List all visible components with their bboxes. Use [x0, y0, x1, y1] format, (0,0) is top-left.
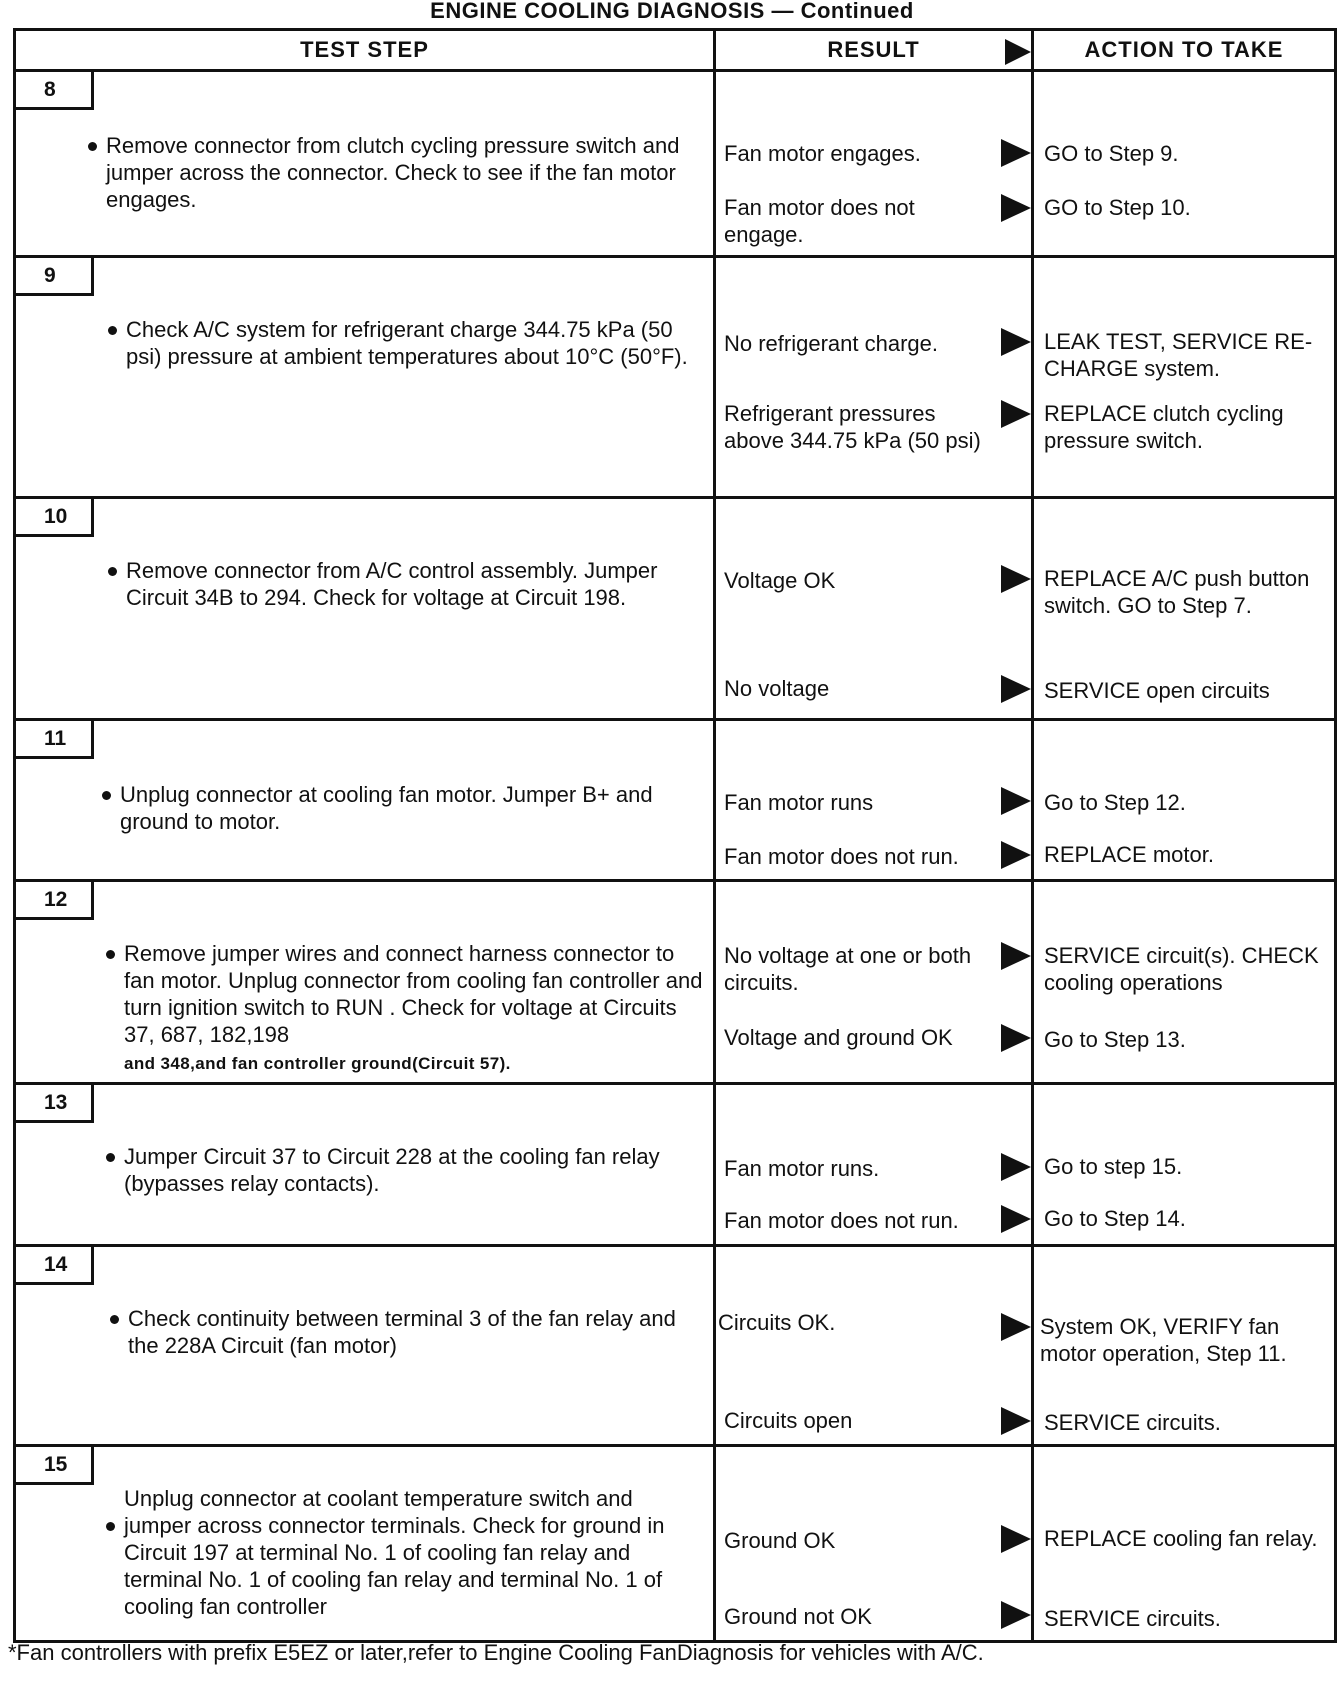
result-text: Circuits open: [724, 1408, 853, 1433]
step-instruction: [126, 557, 703, 611]
step-number: 15: [16, 1447, 94, 1485]
step-instruction: [120, 781, 703, 835]
step-number: 9: [16, 258, 94, 296]
arrow-right-icon: [1005, 39, 1031, 65]
action-text: GO to Step 10.: [1044, 195, 1191, 220]
bullet-icon: [110, 1315, 119, 1324]
table-row: [15, 498, 1336, 720]
result-cell: [715, 498, 1033, 720]
arrow-right-icon: [1001, 139, 1031, 167]
arrow-right-icon: [1001, 1601, 1031, 1629]
result-text: Voltage OK: [724, 568, 836, 593]
arrow-right-icon: [1001, 194, 1031, 222]
result-text: Fan motor does not engage.: [724, 195, 915, 247]
arrow-right-icon: [1001, 841, 1031, 869]
result-cell: [715, 720, 1033, 881]
action-text: Go to Step 13.: [1044, 1027, 1186, 1052]
result-cell: [715, 1246, 1033, 1446]
action-text: Go to Step 12.: [1044, 790, 1186, 815]
step-instruction-text: Remove connector from clutch cycling pressure switch and jumper across the connector. Check to see if the fan motor engages.: [106, 133, 680, 212]
page-title: ENGINE COOLING DIAGNOSIS — Continued: [430, 0, 914, 23]
action-cell: [1033, 1246, 1336, 1446]
action-text: SERVICE circuit(s). CHECK cooling operations: [1044, 943, 1319, 995]
diagnosis-table: [13, 28, 1337, 1643]
action-text: REPLACE cooling fan relay.: [1044, 1526, 1318, 1551]
result-text: Voltage and ground OK: [724, 1025, 953, 1050]
action-text: REPLACE motor.: [1044, 842, 1214, 867]
result-text: No voltage at one or both circuits.: [724, 943, 972, 995]
result-text: Fan motor does not run.: [724, 1208, 959, 1233]
result-text: Circuits OK.: [718, 1310, 836, 1335]
arrow-right-icon: [1001, 1205, 1031, 1233]
test-step-cell: [15, 1446, 715, 1642]
bullet-icon: [102, 791, 111, 800]
step-instruction-text: Unplug connector at coolant temperature switch and jumper across connector terminals. Check for ground in Circuit 197 at terminal No. 1 of cooling fan relay and terminal No. 1 of cooling fan relay and terminal No. 1 of cooling fan controller: [124, 1486, 665, 1619]
step-instruction: [128, 1305, 703, 1359]
result-text: Refrigerant pressures above 344.75 kPa (50 psi): [724, 401, 981, 453]
result-text: Ground not OK: [724, 1604, 872, 1629]
arrow-right-icon: [1001, 942, 1031, 970]
step-instruction: [124, 1485, 703, 1620]
table-row: [15, 881, 1336, 1084]
action-text: SERVICE circuits.: [1044, 1410, 1221, 1435]
arrow-right-icon: [1001, 400, 1031, 428]
step-instruction: [124, 940, 703, 1077]
arrow-right-icon: [1001, 328, 1031, 356]
table-row: [15, 720, 1336, 881]
step-instruction: [126, 316, 703, 370]
step-number: 11: [16, 721, 94, 759]
step-instruction: [124, 1143, 703, 1197]
result-text: Fan motor does not run.: [724, 844, 959, 869]
header-result: [715, 30, 1033, 71]
result-cell: [715, 257, 1033, 498]
result-text: Fan motor runs: [724, 790, 874, 815]
bullet-icon: [106, 1522, 115, 1531]
result-text: No voltage: [724, 676, 830, 701]
result-text: Fan motor engages.: [724, 141, 921, 166]
arrow-right-icon: [1001, 1153, 1031, 1181]
step-instruction-text: Unplug connector at cooling fan motor. Jumper B+ and ground to motor.: [120, 782, 653, 834]
action-text: REPLACE A/C push button switch. GO to Step 7.: [1044, 566, 1310, 618]
test-step-cell: [15, 720, 715, 881]
action-text: SERVICE open circuits: [1044, 678, 1270, 703]
action-text: Go to step 15.: [1044, 1154, 1183, 1179]
table-row: [15, 257, 1336, 498]
table-row: [15, 1446, 1336, 1642]
step-instruction-text: Check continuity between terminal 3 of the fan relay and the 228A Circuit (fan motor): [128, 1306, 676, 1358]
test-step-cell: [15, 71, 715, 257]
arrow-right-icon: [1001, 787, 1031, 815]
result-cell: [715, 1446, 1033, 1642]
action-cell: [1033, 71, 1336, 257]
header-test-step: TEST STEP: [15, 30, 715, 71]
bullet-icon: [106, 1153, 115, 1162]
action-text: Go to Step 14.: [1044, 1206, 1186, 1231]
action-text: REPLACE clutch cycling pressure switch.: [1044, 401, 1284, 453]
action-cell: [1033, 720, 1336, 881]
step-instruction-text: Remove jumper wires and connect harness connector to fan motor. Unplug connector from cooling fan controller and turn ignition switch to RUN . Check for voltage at Circuits 37, 687, 182,198: [124, 941, 703, 1047]
action-text: SERVICE circuits.: [1044, 1606, 1221, 1631]
table-row: [15, 1246, 1336, 1446]
table-row: [15, 1084, 1336, 1246]
step-number: 8: [16, 72, 94, 110]
action-cell: [1033, 1084, 1336, 1246]
step-number: 10: [16, 499, 94, 537]
test-step-cell: [15, 1246, 715, 1446]
table-row: [15, 71, 1336, 257]
header-row: [15, 30, 1336, 71]
step-instruction: [106, 132, 703, 213]
result-cell: [715, 1084, 1033, 1246]
bullet-icon: [106, 950, 115, 959]
test-step-cell: [15, 881, 715, 1084]
result-text: Ground OK: [724, 1528, 836, 1553]
bullet-icon: [108, 567, 117, 576]
arrow-right-icon: [1001, 1024, 1031, 1052]
bullet-icon: [88, 142, 97, 151]
test-step-cell: [15, 1084, 715, 1246]
step-number: 12: [16, 882, 94, 920]
action-text: System OK, VERIFY fan motor operation, Step 11.: [1040, 1314, 1287, 1366]
result-text: Fan motor runs.: [724, 1156, 880, 1181]
action-text: GO to Step 9.: [1044, 141, 1179, 166]
step-instruction-text: Jumper Circuit 37 to Circuit 228 at the cooling fan relay (bypasses relay contacts).: [124, 1144, 660, 1196]
action-cell: [1033, 1446, 1336, 1642]
step-instruction-text: Check A/C system for refrigerant charge 344.75 kPa (50 psi) pressure at ambient temperatures about 10°C (50°F).: [126, 317, 688, 369]
bullet-icon: [108, 326, 117, 335]
step-instruction-text: Remove connector from A/C control assembly. Jumper Circuit 34B to 294. Check for voltage at Circuit 198.: [126, 558, 658, 610]
action-cell: [1033, 498, 1336, 720]
result-cell: [715, 881, 1033, 1084]
arrow-right-icon: [1001, 565, 1031, 593]
result-text: No refrigerant charge.: [724, 331, 938, 356]
header-result-label: RESULT: [827, 37, 920, 62]
header-action: ACTION TO TAKE: [1033, 30, 1336, 71]
action-cell: [1033, 257, 1336, 498]
step-number: 13: [16, 1085, 94, 1123]
arrow-right-icon: [1001, 1525, 1031, 1553]
result-cell: [715, 71, 1033, 257]
test-step-cell: [15, 257, 715, 498]
step-number: 14: [16, 1247, 94, 1285]
arrow-right-icon: [1001, 1313, 1031, 1341]
action-text: LEAK TEST, SERVICE RE-CHARGE system.: [1044, 329, 1313, 381]
step-instruction-small-text: and 348,and fan controller ground(Circuit 57).: [124, 1054, 511, 1073]
test-step-cell: [15, 498, 715, 720]
arrow-right-icon: [1001, 1407, 1031, 1435]
footnote: *Fan controllers with prefix E5EZ or later,refer to Engine Cooling FanDiagnosis for vehicles with A/C.: [8, 1640, 984, 1665]
arrow-right-icon: [1001, 675, 1031, 703]
action-cell: [1033, 881, 1336, 1084]
